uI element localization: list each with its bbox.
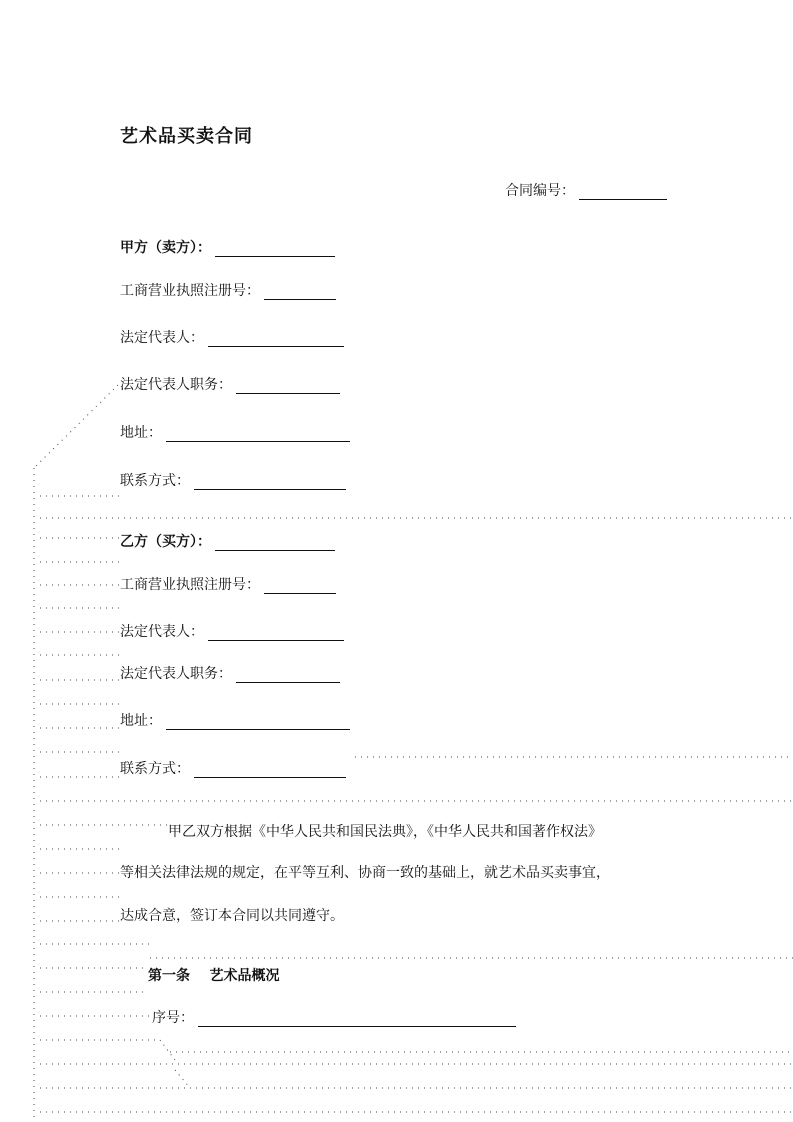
party-a-rep-title-label: 法定代表人职务： [120,377,232,393]
party-b-contact-blank[interactable] [194,763,346,778]
party-b-heading-row [120,531,335,551]
article-1-seq-label: 序号： [152,1010,194,1026]
party-a-rep-row [120,327,344,347]
party-b-contact-row [120,758,346,778]
party-b-rep-title-label: 法定代表人职务： [120,666,232,682]
party-a-contact-row [120,470,346,490]
contract-number-label: 合同编号： [505,183,575,199]
party-b-address-row [120,710,350,730]
party-b-rep-title-row [120,663,340,683]
party-b-contact-label: 联系方式： [120,761,190,777]
party-b-name-blank[interactable] [215,536,335,551]
party-b-license-blank[interactable] [264,579,336,594]
party-a-heading-row [120,237,335,257]
contract-number-blank[interactable] [579,185,667,200]
party-b-license-row [120,574,336,594]
party-a-address-label: 地址： [120,425,162,441]
party-b-license-label: 工商营业执照注册号： [120,577,260,593]
preamble-line-1: 甲乙双方根据《中华人民共和国民法典》，《中华人民共和国著作权法》 [168,824,602,840]
party-a-rep-label: 法定代表人： [120,330,204,346]
party-b-rep-row [120,621,344,641]
party-a-rep-blank[interactable] [208,332,344,347]
party-b-address-label: 地址： [120,713,162,729]
party-b-heading: 乙方（买方）： [120,534,211,550]
party-b-rep-label: 法定代表人： [120,624,204,640]
party-a-heading: 甲方（卖方）： [120,240,211,256]
party-b-rep-title-blank[interactable] [236,668,340,683]
document-title: 艺术品买卖合同 [120,126,253,147]
contract-number-field [505,180,667,200]
party-a-address-row [120,422,350,442]
party-a-contact-label: 联系方式： [120,473,190,489]
party-a-license-label: 工商营业执照注册号： [120,283,260,299]
party-a-rep-title-row [120,374,340,394]
party-a-address-blank[interactable] [166,427,350,442]
article-1-heading: 第一条 艺术品概况 [148,968,280,984]
party-a-rep-title-blank[interactable] [236,379,340,394]
party-a-contact-blank[interactable] [194,475,346,490]
party-a-license-row [120,280,336,300]
article-1-seq-blank[interactable] [198,1012,516,1027]
party-b-rep-blank[interactable] [208,626,344,641]
preamble-line-2: 等相关法律法规的规定，在平等互利、协商一致的基础上，就艺术品买卖事宜， [120,865,610,881]
party-a-license-blank[interactable] [264,285,336,300]
article-1-seq-row [152,1007,516,1027]
party-a-name-blank[interactable] [215,242,335,257]
party-b-address-blank[interactable] [166,715,350,730]
preamble-line-3: 达成合意，签订本合同以共同遵守。 [120,908,344,924]
